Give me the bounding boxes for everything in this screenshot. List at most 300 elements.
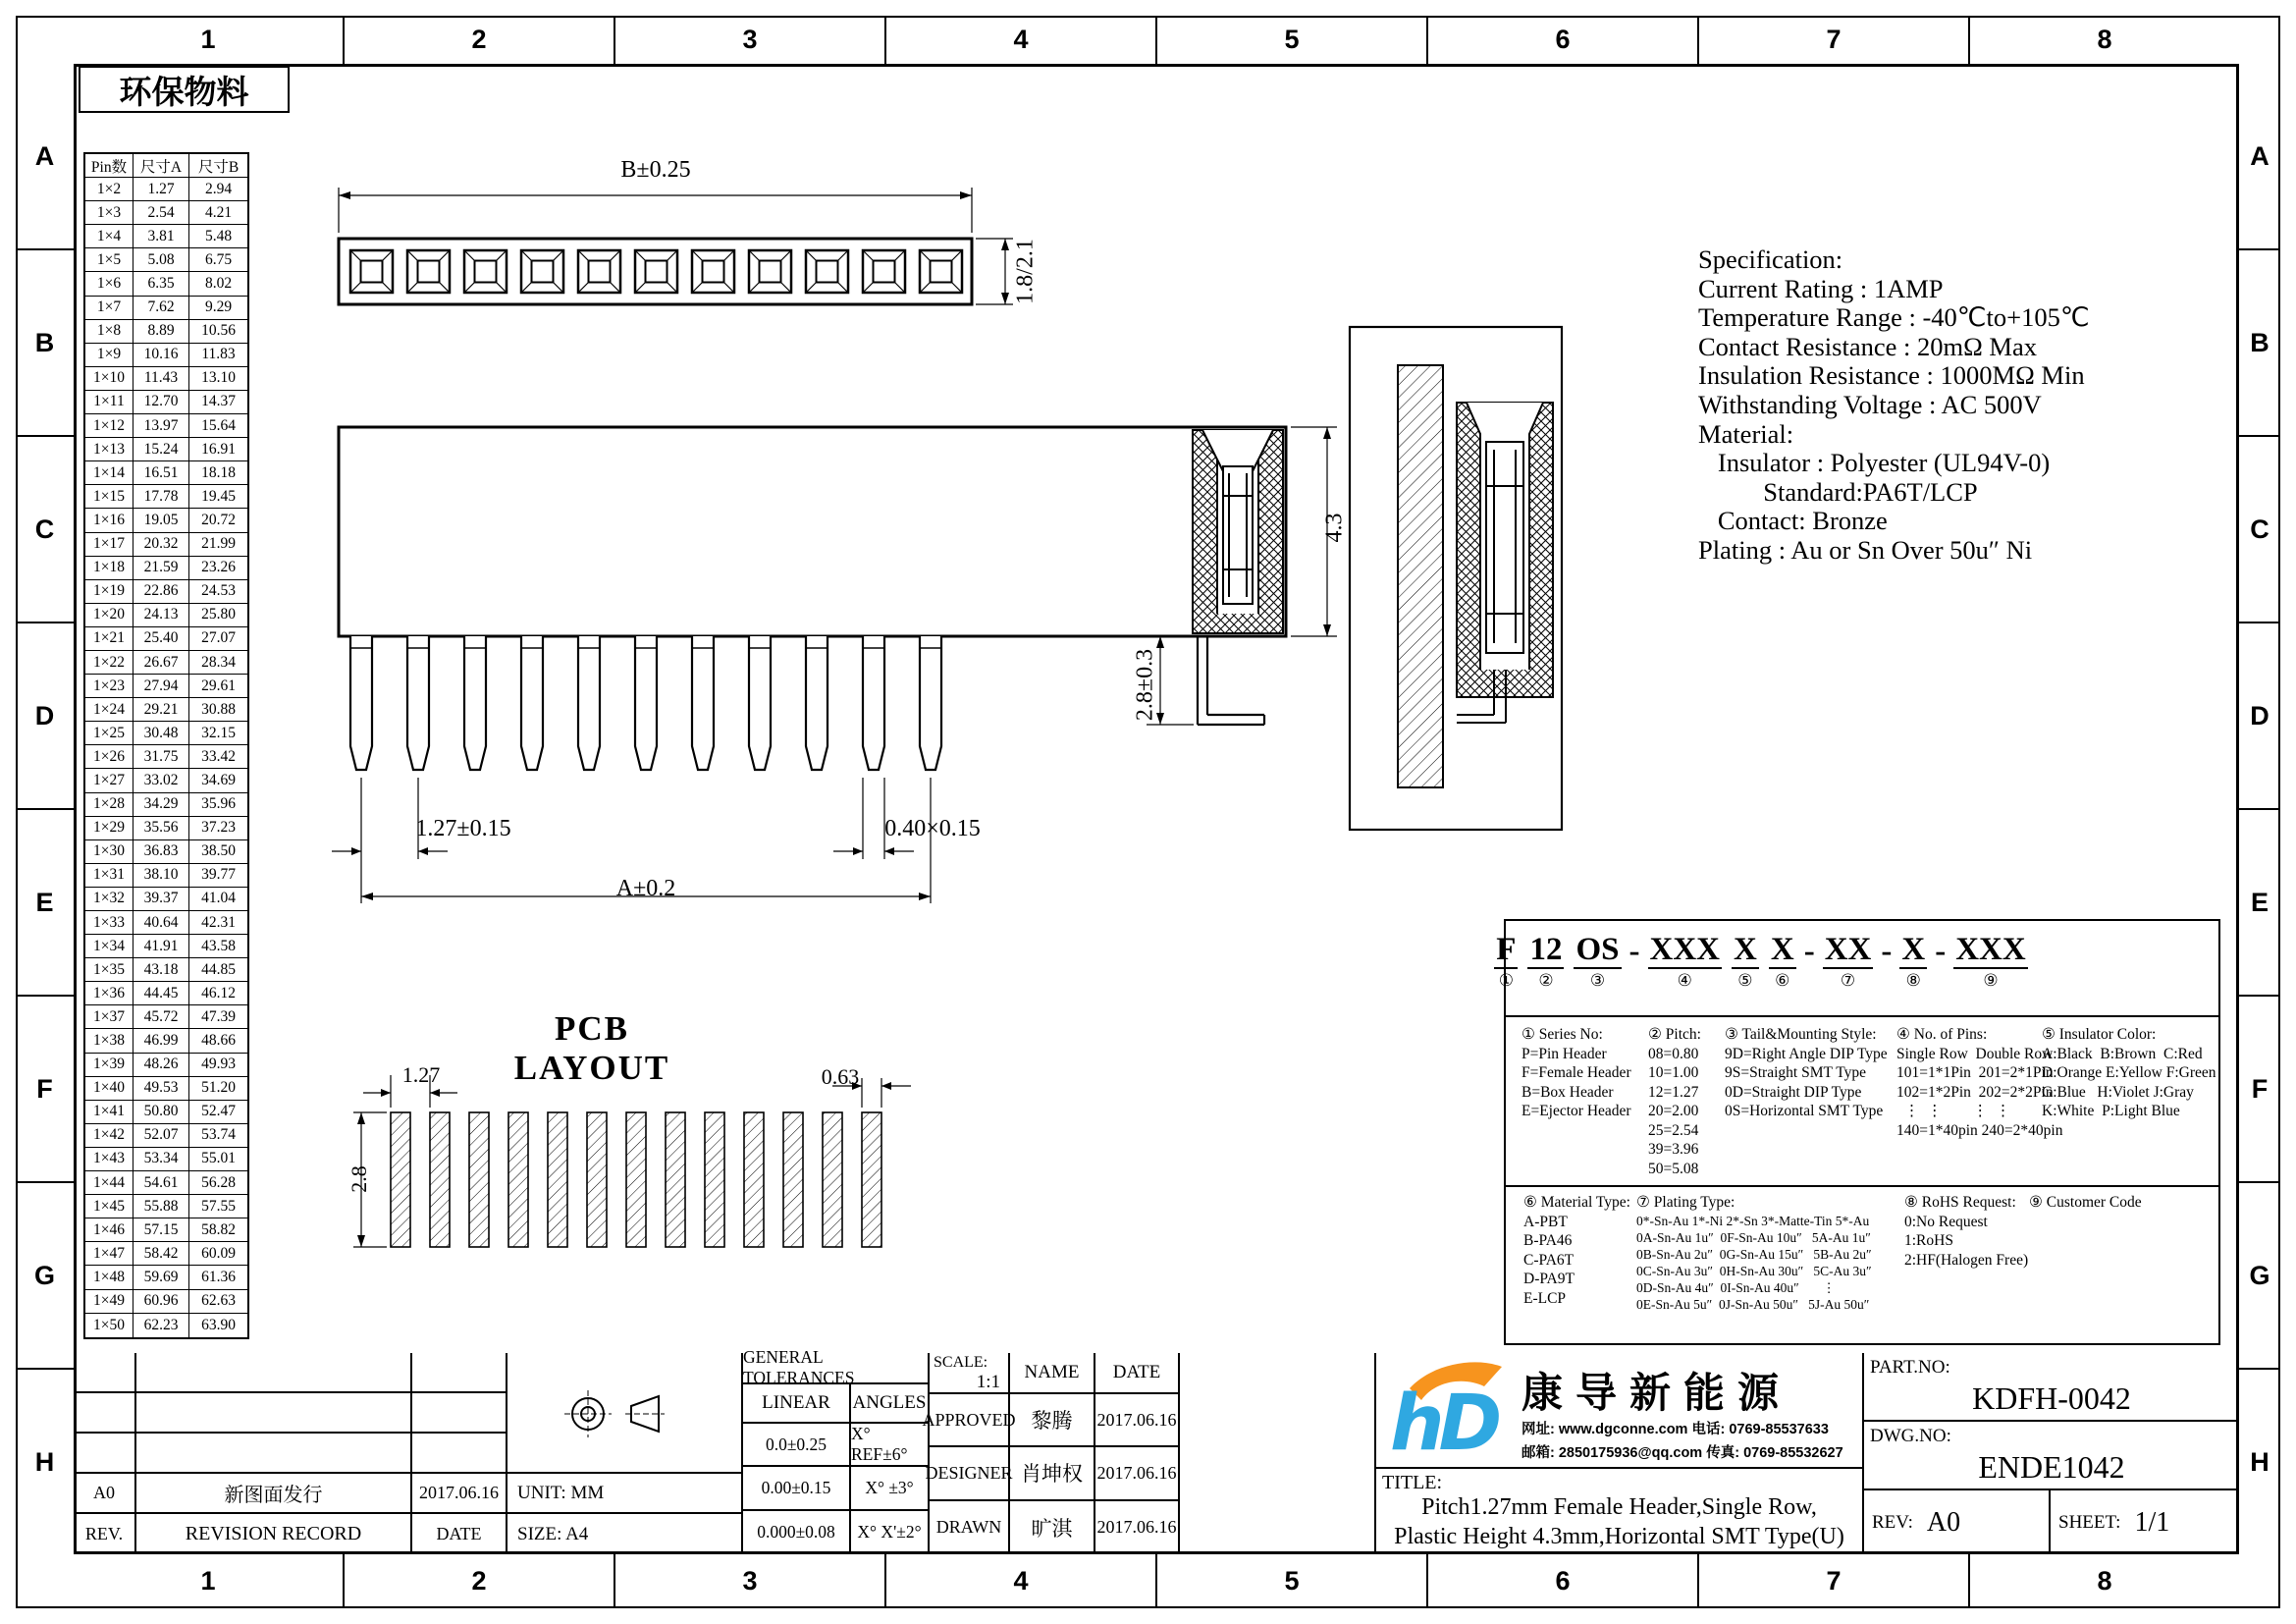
legend-title: ④ No. of Pins:	[1896, 1026, 1988, 1043]
legend-item: 0S=Horizontal SMT Type	[1725, 1103, 1884, 1119]
cell: 1×40	[93, 1079, 125, 1097]
legend-item: A-PBT	[1523, 1213, 1568, 1230]
cell: 1×8	[96, 322, 122, 340]
cell: 48.66	[188, 1029, 247, 1052]
projection-unit-block	[506, 1353, 741, 1554]
legend-item: E=Ejector Header	[1522, 1103, 1631, 1119]
cell: 1×30	[93, 842, 125, 860]
front-view-drawing	[324, 412, 1404, 923]
rev-value: A0	[1926, 1506, 1961, 1538]
ordering-divider	[1506, 1015, 2218, 1017]
grid-row-label: B	[2239, 248, 2280, 435]
grid-column-label: 2	[343, 1554, 614, 1608]
code-segment: F ①	[1496, 932, 1517, 991]
cell: 20.72	[188, 509, 247, 531]
part-no-label: PART.NO:	[1870, 1357, 1950, 1378]
pin-table-row	[85, 888, 247, 911]
grid-column-label: 3	[614, 16, 884, 64]
pin-table-row	[85, 461, 247, 485]
cell: 27.94	[133, 675, 188, 697]
grid-row-label: H	[2239, 1368, 2280, 1554]
dim-label-foot-height: 2.8±0.3	[1132, 648, 1158, 722]
pin-table-header	[85, 154, 247, 178]
cell: 34.69	[188, 769, 247, 791]
cell: 6.35	[133, 272, 188, 295]
legend-item: G:Blue H:Violet J:Gray	[2042, 1083, 2194, 1101]
cell: 1×7	[96, 298, 122, 316]
cell: 41.04	[188, 888, 247, 910]
revision-empty-row	[74, 1353, 506, 1393]
cell: 35.96	[188, 793, 247, 816]
top-view-drawing	[324, 182, 1031, 319]
cell: 32.15	[188, 722, 247, 744]
grid-row-label: H	[16, 1368, 74, 1554]
ordering-legend-tail	[1725, 1025, 1888, 1121]
pin-table-row	[85, 580, 247, 604]
pin-table-row	[85, 769, 247, 792]
grid-row-label: D	[16, 622, 74, 808]
scale-label: SCALE:	[934, 1354, 988, 1371]
pin-table-row	[85, 391, 247, 414]
size-cell: SIZE: A4	[517, 1523, 589, 1544]
cell: 1×4	[96, 227, 122, 244]
specification-line: Insulator : Polyester (UL94V-0)	[1698, 448, 2051, 478]
cell: 54.61	[133, 1171, 188, 1194]
cell: 39.37	[133, 888, 188, 910]
dwg-no-value: ENDE1042	[1978, 1449, 2125, 1485]
dim-label-pin-pitch: 1.27±0.15	[415, 816, 511, 841]
cell: 53.74	[188, 1124, 247, 1147]
pin-table-row	[85, 1195, 247, 1218]
cell: 1×39	[93, 1056, 125, 1073]
pin-table-row	[85, 722, 247, 745]
cell: 44.45	[133, 982, 188, 1004]
dim-label-pcb-height: 2.8	[347, 1165, 371, 1193]
legend-item: 25=2.54	[1648, 1121, 1699, 1139]
cell: 18.18	[188, 461, 247, 484]
legend-item: 20=2.00	[1648, 1103, 1699, 1119]
cell: 11.43	[133, 367, 188, 390]
cell: 1×2	[96, 180, 122, 197]
cell: 13.10	[188, 367, 247, 390]
pin-table-row	[85, 864, 247, 888]
revision-entry-row	[74, 1474, 506, 1514]
grid-row-labels-right	[2239, 64, 2280, 1554]
legend-item: 101=1*1Pin 201=2*1Pin	[1896, 1064, 2054, 1081]
legend-item: B=Box Header	[1522, 1083, 1614, 1101]
dim-label-top-height: 1.8/2.1	[1012, 239, 1039, 304]
pin-table-row	[85, 1005, 247, 1029]
dim-label-overall-width: A±0.2	[615, 876, 676, 901]
name-column-label: NAME	[1008, 1353, 1094, 1392]
title-label: TITLE:	[1382, 1472, 1443, 1493]
cell: 15.64	[188, 414, 247, 437]
cell: X° X'±2°	[849, 1511, 928, 1554]
cell: 1×35	[93, 960, 125, 978]
cell: 1×32	[93, 890, 125, 907]
legend-title: ② Pitch:	[1648, 1026, 1701, 1043]
pin-table-row	[85, 1148, 247, 1171]
cell: 1×44	[93, 1173, 125, 1191]
pin-table-row	[85, 485, 247, 509]
pin-table-row	[85, 1171, 247, 1195]
cell: 49.93	[188, 1054, 247, 1076]
cell: 1×49	[93, 1292, 125, 1310]
grid-column-label: 4	[884, 16, 1155, 64]
approval-header-row	[930, 1353, 1178, 1394]
ordering-legend-plating	[1636, 1193, 1872, 1313]
pin-table-body	[85, 178, 247, 1337]
cell: 14.37	[188, 391, 247, 413]
company-name: 康导新能源	[1522, 1370, 1792, 1416]
cell: 1×22	[93, 653, 125, 671]
cell: 55.01	[188, 1148, 247, 1170]
grid-column-label: 5	[1155, 1554, 1426, 1608]
grid-column-label: 6	[1426, 1554, 1697, 1608]
grid-column-label: 8	[1968, 16, 2239, 64]
cell: 1×6	[96, 275, 122, 293]
pin-table-row	[85, 1029, 247, 1053]
scale-cell	[930, 1353, 1008, 1392]
approval-row	[930, 1501, 1178, 1554]
cell: 19.45	[188, 485, 247, 508]
pcb-layout-drawing	[344, 1060, 913, 1276]
pin-table-row	[85, 297, 247, 320]
legend-item: 08=0.80	[1648, 1045, 1699, 1062]
cell: 46.99	[133, 1029, 188, 1052]
pin-table-row	[85, 225, 247, 248]
legend-item: A:Black B:Brown C:Red	[2042, 1045, 2203, 1062]
dwg-no-cell	[1864, 1422, 2239, 1490]
cell: 1×29	[93, 819, 125, 837]
cell: 1×12	[93, 416, 125, 434]
cell: 21.99	[188, 533, 247, 556]
tolerances-col-angles: ANGLES	[849, 1384, 928, 1422]
pin-table-row	[85, 178, 247, 201]
cell: 2017.06.16	[1094, 1501, 1178, 1554]
cell: 1×19	[93, 582, 125, 600]
pin-table-row	[85, 1290, 247, 1314]
legend-title: ⑦ Plating Type:	[1636, 1194, 1735, 1211]
cell: 1×47	[93, 1244, 125, 1262]
part-info-block	[1862, 1353, 2239, 1554]
tolerances-rows	[743, 1424, 928, 1554]
cell: 1×16	[93, 511, 125, 528]
pin-table-row	[85, 438, 247, 461]
pin-table-row	[85, 414, 247, 438]
code-segment: X ⑥	[1770, 932, 1794, 991]
cell: 1×34	[93, 937, 125, 954]
cell: 旷淇	[1008, 1501, 1094, 1554]
cell: 17.78	[133, 485, 188, 508]
cell: 58.42	[133, 1242, 188, 1265]
legend-title: ③ Tail&Mounting Style:	[1725, 1026, 1877, 1043]
part-no-cell	[1864, 1353, 2239, 1422]
revision-head-rev: REV.	[84, 1524, 124, 1543]
specification-line: Plating : Au or Sn Over 50u″ Ni	[1698, 534, 2033, 565]
ordering-legend-material	[1523, 1193, 1630, 1308]
tolerances-table	[741, 1347, 928, 1554]
cell: X° REF±6°	[849, 1424, 928, 1465]
cell: 31.75	[133, 745, 188, 768]
grid-column-labels-top	[74, 16, 2239, 64]
cell: 1×24	[93, 700, 125, 718]
cell: 48.26	[133, 1054, 188, 1076]
pin-table-row	[85, 627, 247, 651]
sheet-cell	[2049, 1490, 2239, 1554]
cell: 56.28	[188, 1171, 247, 1194]
legend-item: 0D=Straight DIP Type	[1725, 1083, 1862, 1101]
revision-header-row	[74, 1514, 506, 1554]
cell: 1×26	[93, 747, 125, 765]
legend-item: 9D=Right Angle DIP Type	[1725, 1045, 1888, 1062]
cell: X° ±3°	[849, 1467, 928, 1508]
cell: 38.10	[133, 864, 188, 887]
code-segment: -	[1881, 934, 1893, 969]
cell: 1.27	[133, 178, 188, 200]
pin-table-row	[85, 509, 247, 532]
cell: 16.51	[133, 461, 188, 484]
specification-line: Temperature Range : -40℃to+105℃	[1698, 302, 2090, 333]
cell: 42.31	[188, 911, 247, 934]
tolerances-columns	[743, 1384, 928, 1424]
cell: 57.55	[188, 1195, 247, 1218]
cell: 1×15	[93, 487, 125, 505]
cell: 37.23	[188, 817, 247, 839]
grid-column-label: 8	[1968, 1554, 2239, 1608]
company-logo-cell	[1376, 1353, 1862, 1469]
legend-title: ⑧ RoHS Request:	[1904, 1194, 2016, 1211]
cell: 1×45	[93, 1197, 125, 1215]
revision-description: 新图面发行	[134, 1474, 410, 1512]
pin-table-row	[85, 745, 247, 769]
ordering-legend-series	[1522, 1025, 1631, 1121]
cell: 1×43	[93, 1150, 125, 1167]
drawing-title-line2: Plastic Height 4.3mm,Horizontal SMT Type(U)	[1394, 1524, 1844, 1549]
cell: 6.75	[188, 248, 247, 271]
cell: 62.23	[133, 1314, 188, 1337]
legend-item: ⋮ ⋮ ⋮ ⋮	[1896, 1103, 2011, 1119]
cell: 30.88	[188, 698, 247, 721]
scale-value: 1:1	[976, 1372, 1000, 1392]
cell: 15.24	[133, 438, 188, 460]
cell: 22.86	[133, 580, 188, 603]
date-column-label: DATE	[1094, 1353, 1178, 1392]
cell: 1×20	[93, 606, 125, 623]
cell: 40.64	[133, 911, 188, 934]
grid-row-label: C	[2239, 435, 2280, 622]
pin-table-row	[85, 1124, 247, 1148]
grid-row-label: F	[16, 995, 74, 1181]
part-no-value: KDFH-0042	[1972, 1380, 2131, 1416]
cell: 36.83	[133, 840, 188, 863]
cell: 10.16	[133, 344, 188, 366]
revision-head-desc: REVISION RECORD	[134, 1514, 410, 1554]
unit-cell: UNIT: MM	[507, 1474, 741, 1514]
legend-title: ① Series No:	[1522, 1026, 1603, 1043]
pin-table-row	[85, 604, 247, 627]
cell: 1×5	[96, 250, 122, 268]
grid-column-label: 3	[614, 1554, 884, 1608]
code-segment: 12 ②	[1529, 932, 1563, 991]
cell: 43.58	[188, 935, 247, 957]
cell: 1×27	[93, 771, 125, 788]
pin-table-row	[85, 344, 247, 367]
cell: 1×13	[93, 440, 125, 458]
tolerances-row	[743, 1424, 928, 1467]
legend-item: 50=5.08	[1648, 1160, 1699, 1177]
grid-column-label: 5	[1155, 16, 1426, 64]
cell: 1×28	[93, 795, 125, 813]
title-block	[74, 1347, 2239, 1554]
cell: 1×46	[93, 1220, 125, 1238]
revision-head-date: DATE	[410, 1514, 506, 1554]
cell: 8.89	[133, 320, 188, 343]
pin-table-row	[85, 817, 247, 840]
ordering-legend-pitch	[1648, 1025, 1701, 1178]
specification-line: Contact: Bronze	[1698, 506, 1888, 536]
cell: 0.0±0.25	[765, 1434, 828, 1454]
cell: 2.54	[133, 201, 188, 224]
company-contact-line2: 邮箱: 2850175936@qq.com 传真: 0769-85532627	[1522, 1445, 1843, 1461]
grid-column-label: 1	[200, 25, 216, 54]
cell: 3.81	[133, 225, 188, 247]
specification-line: Insulation Resistance : 1000MΩ Min	[1698, 360, 2085, 391]
cell: 49.53	[133, 1077, 188, 1100]
pin-table-row	[85, 1266, 247, 1289]
grid-row-label: D	[2239, 622, 2280, 808]
cell: 1×25	[93, 724, 125, 741]
cell: 1×11	[93, 393, 125, 410]
third-angle-projection-icon	[564, 1390, 692, 1437]
legend-item: P=Pin Header	[1522, 1045, 1607, 1062]
cell: 1×21	[93, 629, 125, 647]
legend-item: 0:No Request	[1904, 1213, 1988, 1230]
grid-column-label: 4	[884, 1554, 1155, 1608]
cell: 1×14	[93, 463, 125, 481]
drawing-title-line1: Pitch1.27mm Female Header,Single Row,	[1421, 1494, 1817, 1520]
cell: 1×17	[93, 535, 125, 553]
eco-material-label: 环保物料	[79, 66, 290, 113]
pin-table-row	[85, 201, 247, 225]
cell: 26.67	[133, 651, 188, 674]
pin-table-header-cell: 尺寸A	[133, 154, 188, 177]
cell: 20.32	[133, 533, 188, 556]
cell: 1×23	[93, 677, 125, 694]
legend-item: 1:RoHS	[1904, 1232, 1953, 1249]
cell: 0.00±0.15	[761, 1477, 831, 1497]
pin-table-row	[85, 651, 247, 675]
cell: 34.29	[133, 793, 188, 816]
code-segment: X ⑧	[1901, 932, 1926, 991]
code-segment: -	[1935, 934, 1947, 969]
approval-rows	[922, 1394, 1178, 1554]
specification-line: Standard:PA6T/LCP	[1698, 476, 1978, 507]
cell: 1×33	[93, 913, 125, 931]
legend-item: Single Row Double Row	[1896, 1045, 2054, 1062]
code-segment: X ⑤	[1734, 932, 1757, 991]
grid-row-label: E	[16, 808, 74, 995]
rev-sheet-row	[1864, 1490, 2239, 1554]
cell: 2017.06.16	[1094, 1394, 1178, 1445]
cell: 1×36	[93, 984, 125, 1001]
sheet-value: 1/1	[2134, 1506, 2170, 1538]
cell: 27.07	[188, 627, 247, 650]
grid-row-label: E	[2239, 808, 2280, 995]
drawing-title-cell	[1376, 1469, 1862, 1554]
pin-table-row	[85, 1314, 247, 1337]
cell: 11.83	[188, 344, 247, 366]
specification-block	[1698, 245, 2090, 566]
cell: 28.34	[188, 651, 247, 674]
cell: 57.15	[133, 1218, 188, 1241]
cell: 51.20	[188, 1077, 247, 1100]
grid-row-label: C	[16, 435, 74, 622]
grid-column-label: 7	[1697, 1554, 1968, 1608]
company-contact-line1: 网址: www.dgconne.com 电话: 0769-85537633	[1522, 1422, 1829, 1437]
grid-column-label: 1	[200, 1566, 216, 1596]
pin-table-row	[85, 1242, 247, 1266]
legend-item: 10=1.00	[1648, 1064, 1699, 1081]
ordering-legend-pins	[1896, 1025, 2062, 1140]
legend-title: ⑤ Insulator Color:	[2042, 1026, 2157, 1043]
code-segment: -	[1803, 934, 1815, 969]
revision-empty-row	[74, 1393, 506, 1434]
cell: 38.50	[188, 840, 247, 863]
projection-symbol-cell	[507, 1353, 741, 1474]
cell: 肖坤权	[1008, 1447, 1094, 1498]
legend-item: K:White P:Light Blue	[2042, 1103, 2180, 1119]
pin-table-row	[85, 958, 247, 982]
dim-label-pcb-pad: 0.63	[821, 1064, 860, 1089]
legend-item: 0*-Sn-Au 1*-Ni 2*-Sn 3*-Matte-Tin 5*-Au	[1636, 1213, 1870, 1228]
cell: 23.26	[188, 557, 247, 579]
pin-table-row	[85, 533, 247, 557]
pin-table-row	[85, 1218, 247, 1242]
legend-item: D-PA9T	[1523, 1271, 1575, 1287]
grid-row-label: F	[2239, 995, 2280, 1181]
legend-item: F=Female Header	[1522, 1064, 1631, 1081]
tolerances-col-linear: LINEAR	[762, 1392, 830, 1413]
cell: DRAWN	[935, 1517, 1002, 1538]
cell: 50.80	[133, 1101, 188, 1123]
cell: 24.13	[133, 604, 188, 626]
cell: 46.12	[188, 982, 247, 1004]
section-detail-drawing	[1347, 324, 1565, 833]
dim-label-top-width: B±0.25	[620, 157, 691, 183]
cell: 33.02	[133, 769, 188, 791]
legend-item: 2:HF(Halogen Free)	[1904, 1251, 2029, 1269]
rev-label: REV:	[1872, 1511, 1913, 1533]
legend-item: 0C-Sn-Au 3u″ 0H-Sn-Au 30u″ 5C-Au 3u″	[1636, 1263, 1872, 1278]
cell: 4.21	[188, 201, 247, 224]
ordering-divider	[1506, 1185, 2218, 1187]
approval-table	[922, 1353, 1178, 1554]
code-segment: XXX ⑨	[1955, 932, 2026, 991]
grid-row-labels-left	[16, 64, 74, 1554]
cell: 1×31	[93, 866, 125, 884]
cell: 13.97	[133, 414, 188, 437]
approval-row	[925, 1447, 1178, 1500]
legend-item: 9S=Straight SMT Type	[1725, 1064, 1867, 1081]
cell: 1×37	[93, 1007, 125, 1025]
cell: 1×42	[93, 1126, 125, 1144]
grid-row-label: G	[16, 1181, 74, 1368]
grid-row-label: G	[2239, 1181, 2280, 1368]
cell: 8.02	[188, 272, 247, 295]
cell: 29.21	[133, 698, 188, 721]
pin-table-header-cell: Pin数	[90, 158, 128, 176]
